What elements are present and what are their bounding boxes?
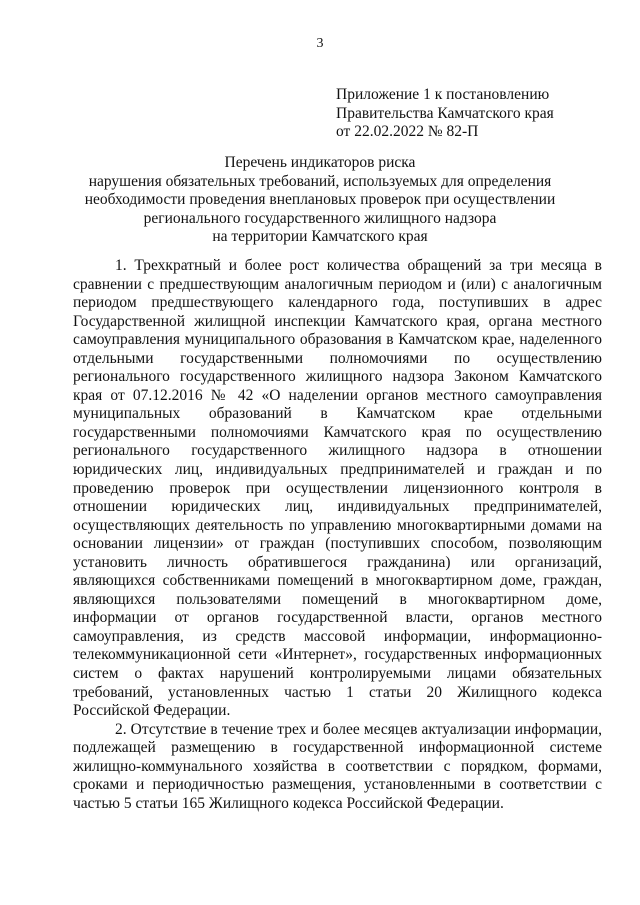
title-line: Перечень индикаторов риска <box>224 154 416 171</box>
title-line: нарушения обязательных требований, используемых для определения <box>88 172 552 190</box>
paragraph-indicator-1: 1. Трехкратный и более рост количества обращений за три месяца в сравнении с предшествующим аналогичным периодом и (или) с аналогичным периодом предшествующего календарного года, поступивших в адрес Государственной жилищной инспекции Камчатского края, органа местного самоуправления муниципального образования в Камчатском крае, наделенного отдельными государственными полномочиями по осуществлению регионального государственного жилищного надзора Законом Камчатского края от 07.12.2016 № 42 «О наделении органов местного самоуправления муниципальных образований в Камчатском крае отдельными государственными полномочиями Камчатского края по осуществлению регионального государственного жилищного надзора в отношении юридических лиц, индивидуальных предпринимателей и граждан и по проведению проверок при осуществлении лицензионного контроля в отношении юридических лиц, индивидуальных предпринимателей, осуществляющих деятельность по управлению многоквартирными домами на основании лицензии» от граждан (поступивших способом, позволяющим установить личность обратившегося гражданина) или организаций, являющихся собственниками помещений в многоквартирном доме, граждан, являющихся пользователями помещений в многоквартирном доме, информации от органов государственной власти, органов местного самоуправления, из средств массовой информации, информационно-телекоммуникационной сети «Интернет», государственных информационных систем о фактах нарушений контролируемыми лицами обязательных требований, установленных частью 1 статьи 20 Жилищного кодекса Российской Федерации. <box>73 257 602 720</box>
appendix-line: Правительства Камчатского края <box>336 104 554 122</box>
document-title <box>60 154 580 247</box>
title-line: регионального государственного жилищного надзора <box>143 209 497 227</box>
title-line: на территории Камчатского края <box>212 228 428 245</box>
document-body <box>73 257 602 813</box>
appendix-line: от 22.02.2022 № 82-П <box>336 123 479 140</box>
paragraph-indicator-2: 2. Отсутствие в течение трех и более месяцев актуализации информации, подлежащей размещению в государственной информационной системе жилищно-коммунального хозяйства в соответствии с порядком, формами, сроками и периодичностью размещения, установленными в соответствии с частью 5 статьи 165 Жилищного кодекса Российской Федерации. <box>73 720 602 812</box>
page-number: 3 <box>316 36 324 51</box>
appendix-reference <box>336 86 626 142</box>
title-line: необходимости проведения внеплановых проверок при осуществлении <box>84 191 556 208</box>
appendix-line: Приложение 1 к постановлению <box>336 86 550 103</box>
